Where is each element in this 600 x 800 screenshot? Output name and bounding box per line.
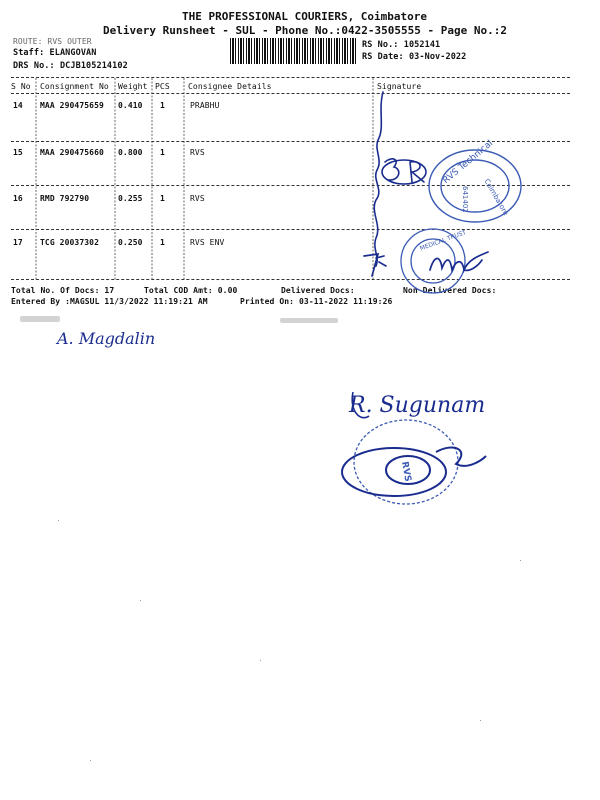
row14-pcs: 1 — [160, 101, 165, 110]
row15-weight: 0.800 — [118, 148, 143, 157]
row14-weight: 0.410 — [118, 101, 143, 110]
drs-number: DRS No.: DCJB105214102 — [13, 61, 128, 71]
col-header-consignee: Consignee Details — [188, 82, 272, 91]
entered-by: Entered By :MAGSUL 11/3/2022 11:19:21 AM — [11, 297, 208, 306]
signature-right-text: R. Sugunam — [349, 393, 486, 418]
total-docs: Total No. Of Docs: 17 — [11, 286, 115, 295]
note-left-text: A. Magdalin — [57, 329, 156, 348]
scan-speck — [260, 660, 261, 661]
row16-consignee: RVS — [190, 194, 205, 203]
scan-speck — [58, 520, 59, 521]
row17-sno: 17 — [13, 238, 23, 247]
rvs-technical-stamp — [425, 138, 525, 226]
scan-speck — [140, 600, 141, 601]
row14-sno: 14 — [13, 101, 23, 110]
row15-pcs: 1 — [160, 148, 165, 157]
row16-pcs: 1 — [160, 194, 165, 203]
col-header-pcs: PCS — [155, 82, 170, 91]
staff-name: Staff: ELANGOVAN — [13, 48, 97, 58]
row16-consignment: RMD 792790 — [40, 194, 90, 203]
rs-number: RS No.: 1052141 — [362, 40, 441, 50]
total-cod: Total COD Amt: 0.00 — [144, 286, 238, 295]
scan-speck — [90, 760, 91, 761]
scan-speck — [520, 560, 521, 561]
col-header-sno: S No — [11, 82, 31, 91]
non-delivered-docs: Non Delivered Docs: — [403, 286, 497, 295]
row16-weight: 0.255 — [118, 194, 143, 203]
stamp-text-pincode: 641402 — [461, 186, 469, 213]
row17-signature — [360, 242, 500, 282]
row17-pcs: 1 — [160, 238, 165, 247]
row16-sno: 16 — [13, 194, 23, 203]
row14-consignment: MAA 290475659 — [40, 101, 104, 110]
handwritten-note-left — [55, 316, 165, 356]
stamp-text-coimbatore: Coimbatore — [482, 177, 510, 217]
row15-consignee: RVS — [190, 148, 205, 157]
row17-weight: 0.250 — [118, 238, 143, 247]
route-text: ROUTE: RVS OUTER — [13, 37, 92, 46]
row17-consignment: TCG 20037302 — [40, 238, 99, 247]
row17-consignee: RVS ENV — [190, 238, 225, 247]
row14-consignee: PRABHU — [190, 101, 220, 110]
stamp-text-rvs-technical: RVS Technical — [441, 138, 496, 187]
col-header-consignment: Consignment No — [40, 82, 109, 91]
runsheet-subtitle: Delivery Runsheet - SUL - Phone No.:0422-3505555 - Page No.:2 — [103, 24, 507, 37]
scan-speck — [480, 720, 481, 721]
printed-on: Printed On: 03-11-2022 11:19:26 — [240, 297, 393, 306]
row15-consignment: MAA 290475660 — [40, 148, 104, 157]
col-header-weight: Weight — [118, 82, 148, 91]
stamp-text-medical-trust: MEDICAL TRUST — [419, 229, 468, 253]
rs-date: RS Date: 03-Nov-2022 — [362, 52, 467, 62]
col-header-signature: Signature — [377, 82, 422, 91]
delivered-docs: Delivered Docs: — [281, 286, 355, 295]
row15-sno: 15 — [13, 148, 23, 157]
campus-stamp — [336, 412, 496, 512]
campus-stamp-text: RVS — [399, 460, 413, 483]
company-title: THE PROFESSIONAL COURIERS, Coimbatore — [182, 10, 428, 23]
